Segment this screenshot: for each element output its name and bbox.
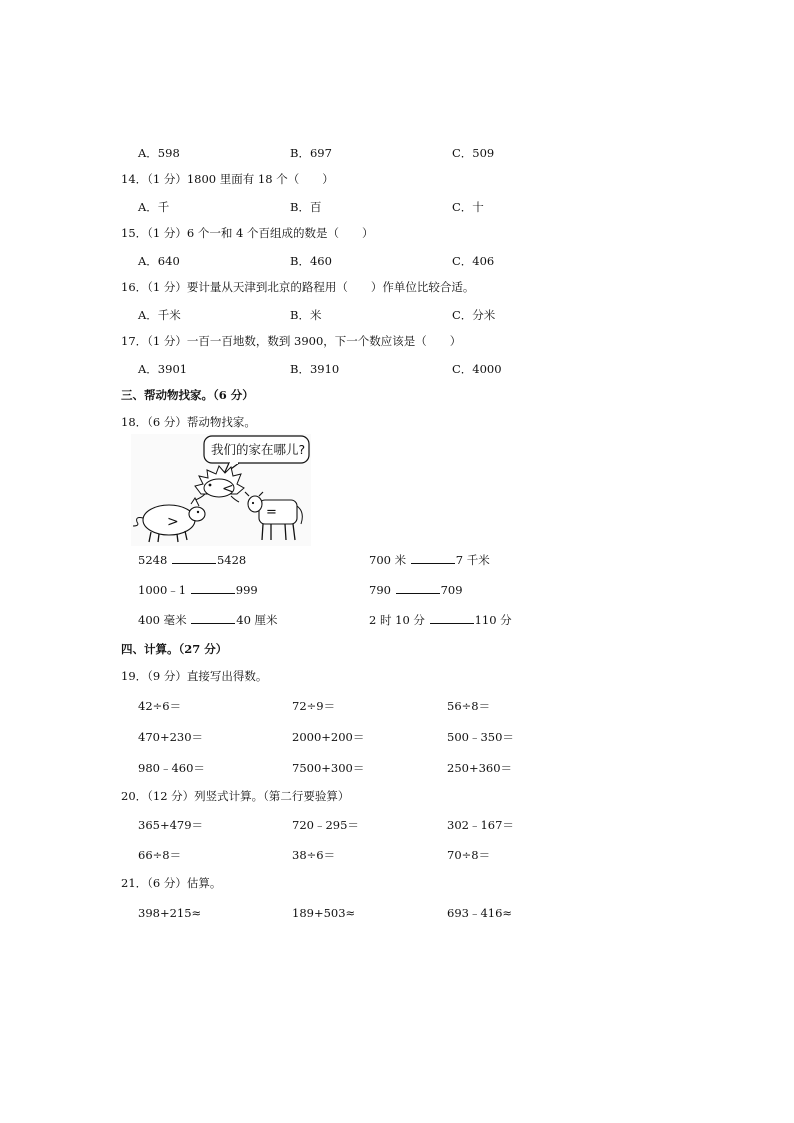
compare-row	[0, 551, 794, 569]
calc-item: 500﹣350＝	[447, 730, 514, 744]
calc-item: 693﹣416≈	[447, 906, 513, 920]
answer-blank[interactable]	[396, 582, 440, 594]
calc-item: 980﹣460＝	[138, 761, 205, 775]
answer-blank[interactable]	[411, 552, 455, 564]
less-than-sign: <	[222, 481, 234, 497]
q15-text: 15．（1 分）6 个一和 4 个百组成的数是（ ）	[121, 226, 374, 240]
q17-question	[0, 332, 794, 350]
compare-item: 5248 5428	[138, 553, 247, 567]
compare-row	[0, 611, 794, 629]
q14-option-a[interactable]: A．千	[138, 200, 170, 214]
compare-item: 2 时 10 分 110 分	[369, 613, 512, 627]
calc-item: 2000+200＝	[292, 730, 365, 744]
q15-option-a[interactable]: A．640	[138, 254, 180, 268]
q16-option-b[interactable]: B．米	[290, 308, 322, 322]
section3-heading-row	[0, 386, 794, 404]
q17-option-a[interactable]: A．3901	[138, 362, 188, 376]
q16-options	[0, 306, 794, 324]
q20-text: 20．（12 分）列竖式计算。（第二行要验算）	[121, 789, 350, 803]
q13-options	[0, 144, 794, 162]
compare-item: 400 毫米 40 厘米	[138, 613, 278, 627]
q15-option-b[interactable]: B．460	[290, 254, 332, 268]
compare-item: 700 米 7 千米	[369, 553, 490, 567]
q16-option-c[interactable]: C．分米	[452, 308, 496, 322]
q18-text: 18．（6 分）帮动物找家。	[121, 415, 256, 429]
calc-row	[0, 816, 794, 834]
calc-item: 398+215≈	[138, 906, 202, 920]
q15-options	[0, 252, 794, 270]
q17-option-b[interactable]: B．3910	[290, 362, 340, 376]
calc-item: 42÷6＝	[138, 699, 182, 713]
answer-blank[interactable]	[430, 612, 474, 624]
q14-option-c[interactable]: C．十	[452, 200, 484, 214]
calc-row	[0, 846, 794, 864]
q21-text: 21．（6 分）估算。	[121, 876, 222, 890]
q16-question	[0, 278, 794, 296]
calc-row	[0, 728, 794, 746]
section4-heading: 四、计算。（27 分）	[121, 642, 228, 656]
compare-row	[0, 581, 794, 599]
calc-row	[0, 697, 794, 715]
animal-illustration	[131, 434, 311, 546]
calc-item: 365+479＝	[138, 818, 204, 832]
calc-item: 470+230＝	[138, 730, 204, 744]
calc-item: 189+503≈	[292, 906, 356, 920]
compare-item: 790 709	[369, 583, 463, 597]
calc-row	[0, 759, 794, 777]
compare-item: 1000﹣1 999	[138, 583, 258, 597]
q16-option-a[interactable]: A．千米	[138, 308, 181, 322]
q19-text: 19．（9 分）直接写出得数。	[121, 669, 268, 683]
answer-blank[interactable]	[191, 582, 235, 594]
section4-heading-row	[0, 640, 794, 658]
q18-question	[0, 413, 794, 431]
q21-question	[0, 874, 794, 892]
q15-option-c[interactable]: C．406	[452, 254, 495, 268]
calc-item: 38÷6＝	[292, 848, 336, 862]
q15-question	[0, 224, 794, 242]
q20-question	[0, 787, 794, 805]
calc-item: 66÷8＝	[138, 848, 182, 862]
calc-item: 720﹣295＝	[292, 818, 359, 832]
q13-option-a[interactable]: A．598	[138, 146, 180, 160]
calc-item: 302﹣167＝	[447, 818, 514, 832]
q17-option-c[interactable]: C．4000	[452, 362, 502, 376]
equal-sign: =	[266, 505, 277, 520]
calc-item: 72÷9＝	[292, 699, 336, 713]
q13-option-c[interactable]: C．509	[452, 146, 495, 160]
calc-item: 56÷8＝	[447, 699, 491, 713]
q14-question	[0, 170, 794, 188]
q16-text: 16．（1 分）要计量从天津到北京的路程用（ ）作单位比较合适。	[121, 280, 475, 294]
calc-item: 7500+300＝	[292, 761, 365, 775]
q14-text: 14．（1 分）1800 里面有 18 个（ ）	[121, 172, 334, 186]
calc-item: 70÷8＝	[447, 848, 491, 862]
speech-bubble-text: 我们的家在哪儿?	[211, 442, 306, 457]
calc-row	[0, 904, 794, 922]
q17-options	[0, 360, 794, 378]
answer-blank[interactable]	[172, 552, 216, 564]
q14-options	[0, 198, 794, 216]
q17-text: 17．（1 分）一百一百地数，数到 3900，下一个数应该是（ ）	[121, 334, 462, 348]
greater-than-sign: >	[167, 514, 179, 530]
q19-question	[0, 667, 794, 685]
q13-option-b[interactable]: B．697	[290, 146, 332, 160]
answer-blank[interactable]	[191, 612, 235, 624]
section3-heading: 三、帮动物找家。（6 分）	[121, 388, 254, 402]
calc-item: 250+360＝	[447, 761, 513, 775]
q14-option-b[interactable]: B．百	[290, 200, 322, 214]
